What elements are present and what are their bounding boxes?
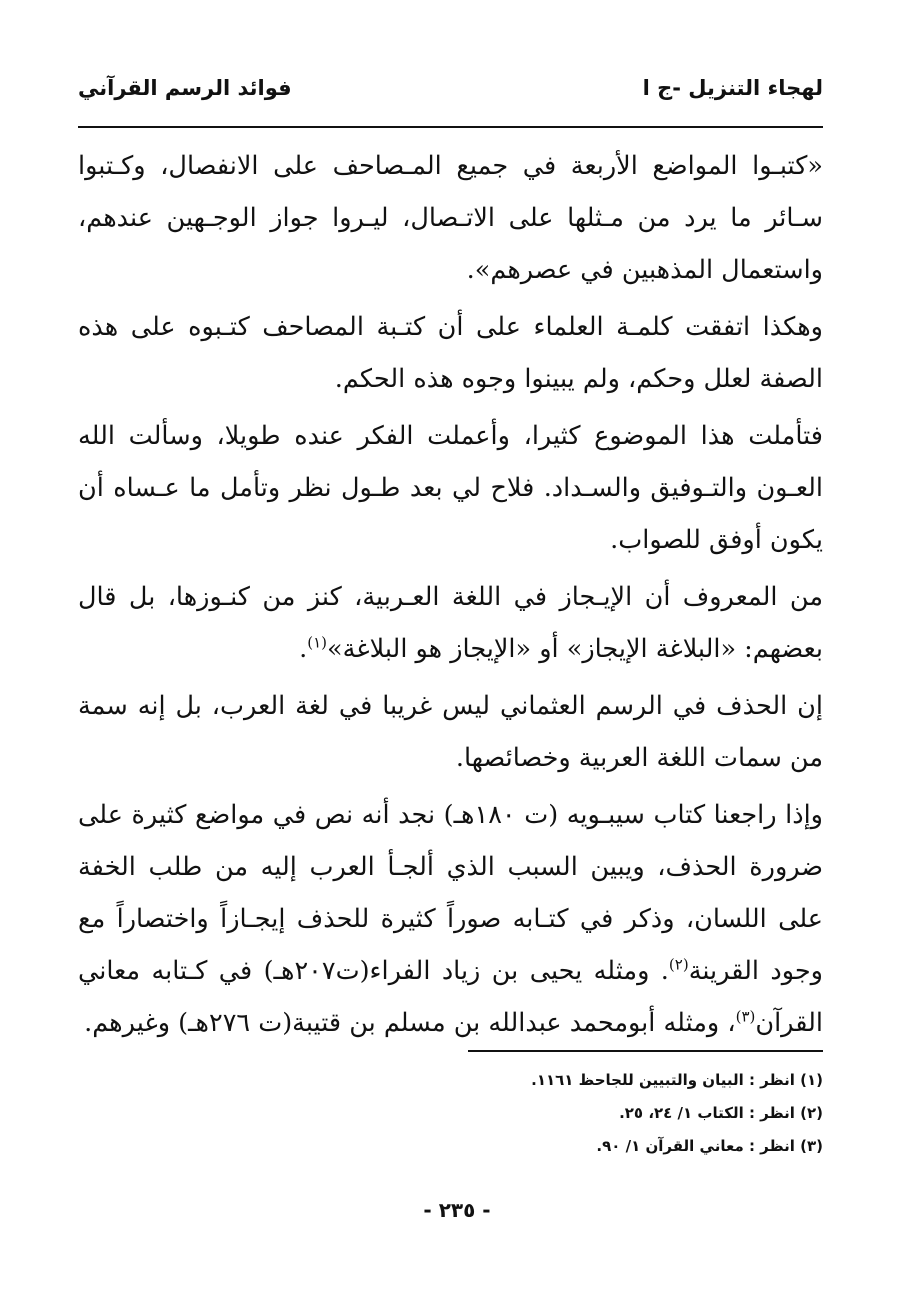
footnote-ref-3: (٣) xyxy=(735,1007,756,1026)
running-header xyxy=(78,68,823,128)
paragraph-reflection: فتأملت هذا الموضوع كثيرا، وأعملت الفكر عنده طويلا، وسألت الله العـون والتـوفيق والسـداد. فلاح لي بعد طـول نظر وتأمل ما عـساه أن يكون أوفق للصواب. xyxy=(78,421,823,555)
footnotes xyxy=(78,1064,823,1163)
paragraph-sibawayh-part3: ، ومثله أبومحمد عبدالله بن مسلم بن قتيبة(ت ٢٧٦هـ) وغيرهم. xyxy=(84,1008,736,1038)
paragraph-sibawayh xyxy=(78,789,823,1049)
footnote-separator xyxy=(468,1050,823,1052)
section-title: فوائد الرسم القرآني xyxy=(78,76,292,100)
footnote-3: (٣) انظر : معاني القرآن ١/ ٩٠. xyxy=(596,1137,823,1155)
paragraph-brevity-end: . xyxy=(299,634,308,664)
paragraph-brevity-text: من المعروف أن الإيـجاز في اللغة العـربية، كنز من كنـوزها، بل قال بعضهم: «البلاغة الإيجاز» أو «الإيجاز هو البلاغة» xyxy=(78,582,823,664)
footnote-2: (٢) انظر : الكتاب ١/ ٢٤، ٢٥. xyxy=(619,1104,823,1122)
paragraph-deletion: إن الحذف في الرسم العثماني ليس غريبا في لغة العرب، بل إنه سمة من سمات اللغة العربية وخصائصها. xyxy=(78,691,823,773)
footnote-1: (١) انظر : البيان والتبيين للجاحظ ١١٦١. xyxy=(531,1071,823,1089)
footnote-ref-2: (٢) xyxy=(668,955,689,974)
book-title: لهجاء التنزيل -ج ا xyxy=(642,76,823,100)
page-number: - ٢٣٥ - xyxy=(423,1198,491,1222)
paragraph-sibawayh-part1: وإذا راجعنا كتاب سيبـويه (ت ١٨٠هـ) نجد أنه نص في مواضع كثيرة على ضرورة الحذف، ويبين السبب الذي ألجـأ العرب إليه من طلب الخفة على اللسان، وذكر في كتـابه صوراً كثيرة للحذف إيجـازاً واختصاراً مع وجود القرينة xyxy=(78,800,824,986)
paragraph-brevity xyxy=(78,571,823,675)
paragraph-quote: «كتبـوا المواضع الأربعة في جميع المـصاحف على الانفصال، وكـتبوا سـائر ما يرد من مـثلها على الاتـصال، ليـروا جواز الوجـهين عندهم، واستعمال المذهبين في عصرهم». xyxy=(78,151,823,285)
footnote-ref-1: (١) xyxy=(307,633,328,652)
main-text xyxy=(78,140,823,1054)
paragraph-sibawayh-part2: . ومثله يحيى بن زياد الفراء(ت٢٠٧هـ) في كـتابه معاني القرآن xyxy=(78,956,823,1038)
paragraph-agreement: وهكذا اتفقت كلمـة العلماء على أن كتـبة المصاحف كتـبوه على هذه الصفة لعلل وحكم، ولم يبينوا وجوه هذه الحكم. xyxy=(78,312,823,394)
